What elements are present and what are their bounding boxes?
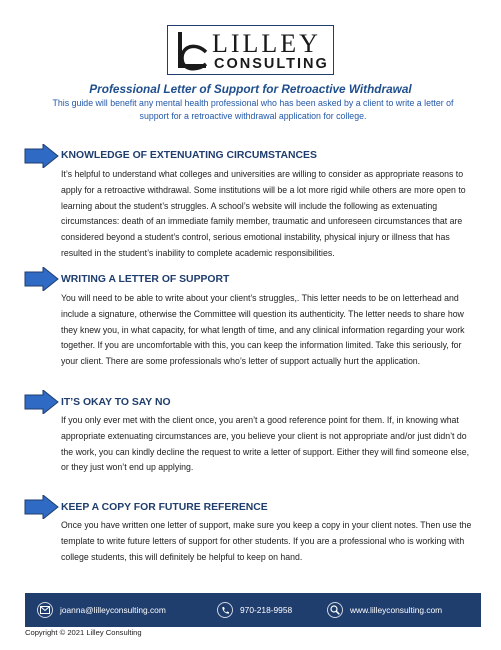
section-text-say-no: If you only ever met with the client once, you aren’t a good reference point for them. If, in knowing what appropriate extenuating circumstances are, you believe your client is not appropriate and/or just didn’t do the work, you can kindly decline the request to write a letter of support. Either they will find someone else, or they just won’t end up applying. xyxy=(61,415,470,473)
section-heading-keep-copy: KEEP A COPY FOR FUTURE REFERENCE xyxy=(61,502,268,513)
logo-monogram-icon xyxy=(172,30,210,72)
email-icon xyxy=(37,602,53,618)
company-logo xyxy=(167,25,334,75)
search-globe-icon xyxy=(327,602,343,618)
section-heading-say-no: IT’S OKAY TO SAY NO xyxy=(61,397,171,408)
footer-phone-text[interactable]: 970-218-9958 xyxy=(240,605,293,615)
section-text-keep-copy: Once you have written one letter of support, make sure you keep a copy in your client notes. Then use the template to write future letters of support for other students. If you are a professional who is working with college students, this will definitely be helpful to keep on hand. xyxy=(61,520,472,562)
contact-footer xyxy=(25,593,481,627)
section-heading-writing: WRITING A LETTER OF SUPPORT xyxy=(61,274,230,285)
section-arrow-icon xyxy=(23,267,59,291)
section-text-extenuating: It’s helpful to understand what colleges and universities are willing to consider as appropriate reasons to apply for a retroactive withdrawal. Some institutions will be a lot more rigid while others are more open to learning about the student’s struggles. A school’s website will include the following as extenuating circumstances: death of an immediate family member, traumatic and unforeseen circumstances that are considered beyond a student’s control, serious emotional instability, physical injury or illness that has resulted in the student’s inability to complete academic responsibilities. xyxy=(61,169,466,258)
footer-phone[interactable] xyxy=(217,593,292,627)
footer-email-text[interactable]: joanna@lilleyconsulting.com xyxy=(60,605,166,615)
logo-wordmark-top: LILLEY xyxy=(212,29,321,58)
section-arrow-icon xyxy=(23,495,59,519)
section-text-writing: You will need to be able to write about your client’s struggles,. This letter needs to be on letterhead and include a signature, otherwise the Committee will question its authenticity. The letter needs to share how they knew you, in what capacity, for what length of time, and any clinical information regarding your work together. If you are uncomfortable with this, you can keep the information limited. Take this seriously, for your client. There are some professionals who’s letter of support actually hurt the application. xyxy=(61,293,465,367)
footer-website-text[interactable]: www.lilleyconsulting.com xyxy=(350,605,443,615)
copyright-notice: Copyright © 2021 Lilley Consulting xyxy=(25,628,142,637)
footer-email[interactable] xyxy=(37,593,166,627)
section-heading-extenuating: KNOWLEDGE OF EXTENUATING CIRCUMSTANCES xyxy=(61,150,317,161)
logo-wordmark-bottom: CONSULTING xyxy=(214,56,329,72)
document-subtitle: This guide will benefit any mental health professional who has been asked by a client to write a letter of support for a retroactive withdrawal application for college. xyxy=(52,98,454,121)
phone-icon xyxy=(217,602,233,618)
section-arrow-icon xyxy=(23,144,59,168)
document-title: Professional Letter of Support for Retroactive Withdrawal xyxy=(89,82,412,96)
section-arrow-icon xyxy=(23,390,59,414)
footer-website[interactable] xyxy=(327,593,442,627)
